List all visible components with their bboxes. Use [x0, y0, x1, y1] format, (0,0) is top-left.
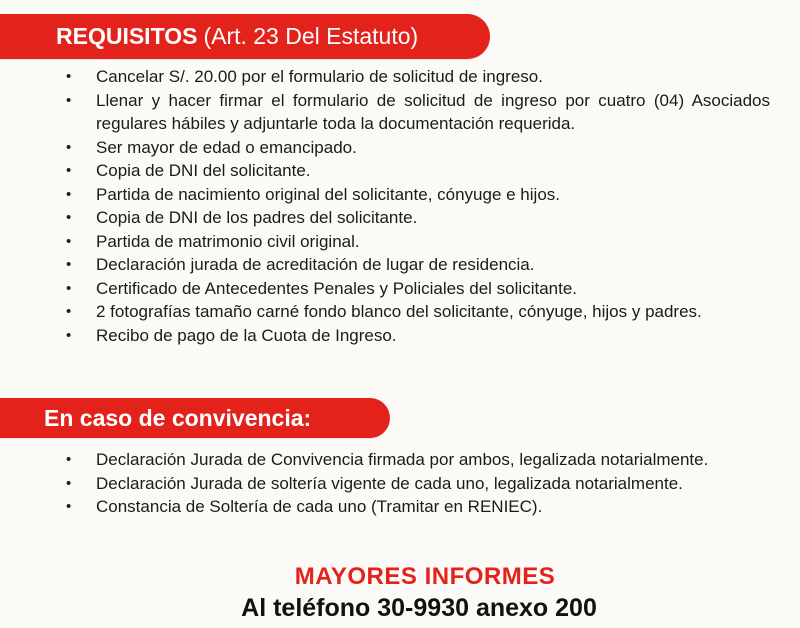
- list-item: [0, 65, 800, 89]
- list-item-text: Declaración Jurada de soltería vigente de cada uno, legalizada notarialmente.: [96, 473, 683, 493]
- requisitos-list: [0, 65, 800, 347]
- bullet-icon: •: [66, 279, 72, 297]
- list-item: [0, 472, 800, 496]
- list-item-text: Partida de nacimiento original del solicitante, cónyuge e hijos.: [96, 184, 560, 204]
- list-item-text: Partida de matrimonio civil original.: [96, 231, 360, 251]
- list-item: [0, 253, 800, 277]
- mayores-informes-heading: MAYORES INFORMES: [294, 563, 556, 590]
- list-item: [0, 324, 800, 348]
- convivencia-banner: [0, 398, 390, 438]
- list-item: [0, 136, 800, 160]
- convivencia-heading: En caso de convivencia:: [44, 404, 312, 431]
- requisitos-heading: REQUISITOS: [56, 23, 198, 49]
- bullet-icon: •: [66, 162, 72, 179]
- convivencia-list: [0, 448, 800, 519]
- bullet-icon: •: [66, 232, 72, 250]
- bullet-icon: •: [66, 498, 72, 515]
- bullet-icon: •: [66, 303, 72, 320]
- requisitos-banner: [0, 14, 490, 59]
- bullet-icon: •: [66, 68, 72, 85]
- list-item-text: Declaración jurada de acreditación de lugar de residencia.: [96, 255, 535, 274]
- phone-contact: Al teléfono 30-9930 anexo 200: [241, 594, 597, 622]
- bullet-icon: •: [66, 451, 72, 468]
- bullet-icon: •: [66, 256, 72, 273]
- list-item-text: Cancelar S/. 20.00 por el formulario de solicitud de ingreso.: [96, 67, 543, 86]
- bullet-icon: •: [66, 91, 72, 109]
- list-item-text: 2 fotografías tamaño carné fondo blanco del solicitante, cónyuge, hijos y padres.: [96, 302, 702, 321]
- list-item: [0, 183, 800, 207]
- list-item: [0, 206, 800, 230]
- list-item-text: Copia de DNI de los padres del solicitante.: [96, 208, 418, 227]
- bullet-icon: •: [66, 185, 72, 203]
- requisitos-subheading: (Art. 23 Del Estatuto): [203, 23, 419, 49]
- list-item: [0, 448, 800, 472]
- list-item-text: Certificado de Antecedentes Penales y Policiales del solicitante.: [96, 278, 578, 298]
- list-item-text: Recibo de pago de la Cuota de Ingreso.: [96, 325, 397, 345]
- list-item: [0, 300, 800, 324]
- list-item: [0, 277, 800, 301]
- list-item: [0, 495, 800, 519]
- list-item-text: Llenar y hacer firmar el formulario de solicitud de ingreso por cuatro (04) Asociados regulares hábiles y adjuntarle toda la documentación requerida.: [96, 90, 770, 133]
- list-item-text: Ser mayor de edad o emancipado.: [96, 137, 357, 157]
- bullet-icon: •: [66, 209, 72, 226]
- bullet-icon: •: [66, 326, 72, 344]
- list-item-text: Constancia de Soltería de cada uno (Tramitar en RENIEC).: [96, 497, 543, 516]
- list-item-text: Declaración Jurada de Convivencia firmada por ambos, legalizada notarialmente.: [96, 450, 709, 469]
- list-item: [0, 230, 800, 254]
- list-item: [0, 89, 800, 136]
- list-item-text: Copia de DNI del solicitante.: [96, 161, 311, 180]
- list-item: [0, 159, 800, 183]
- bullet-icon: •: [66, 474, 72, 492]
- bullet-icon: •: [66, 138, 72, 156]
